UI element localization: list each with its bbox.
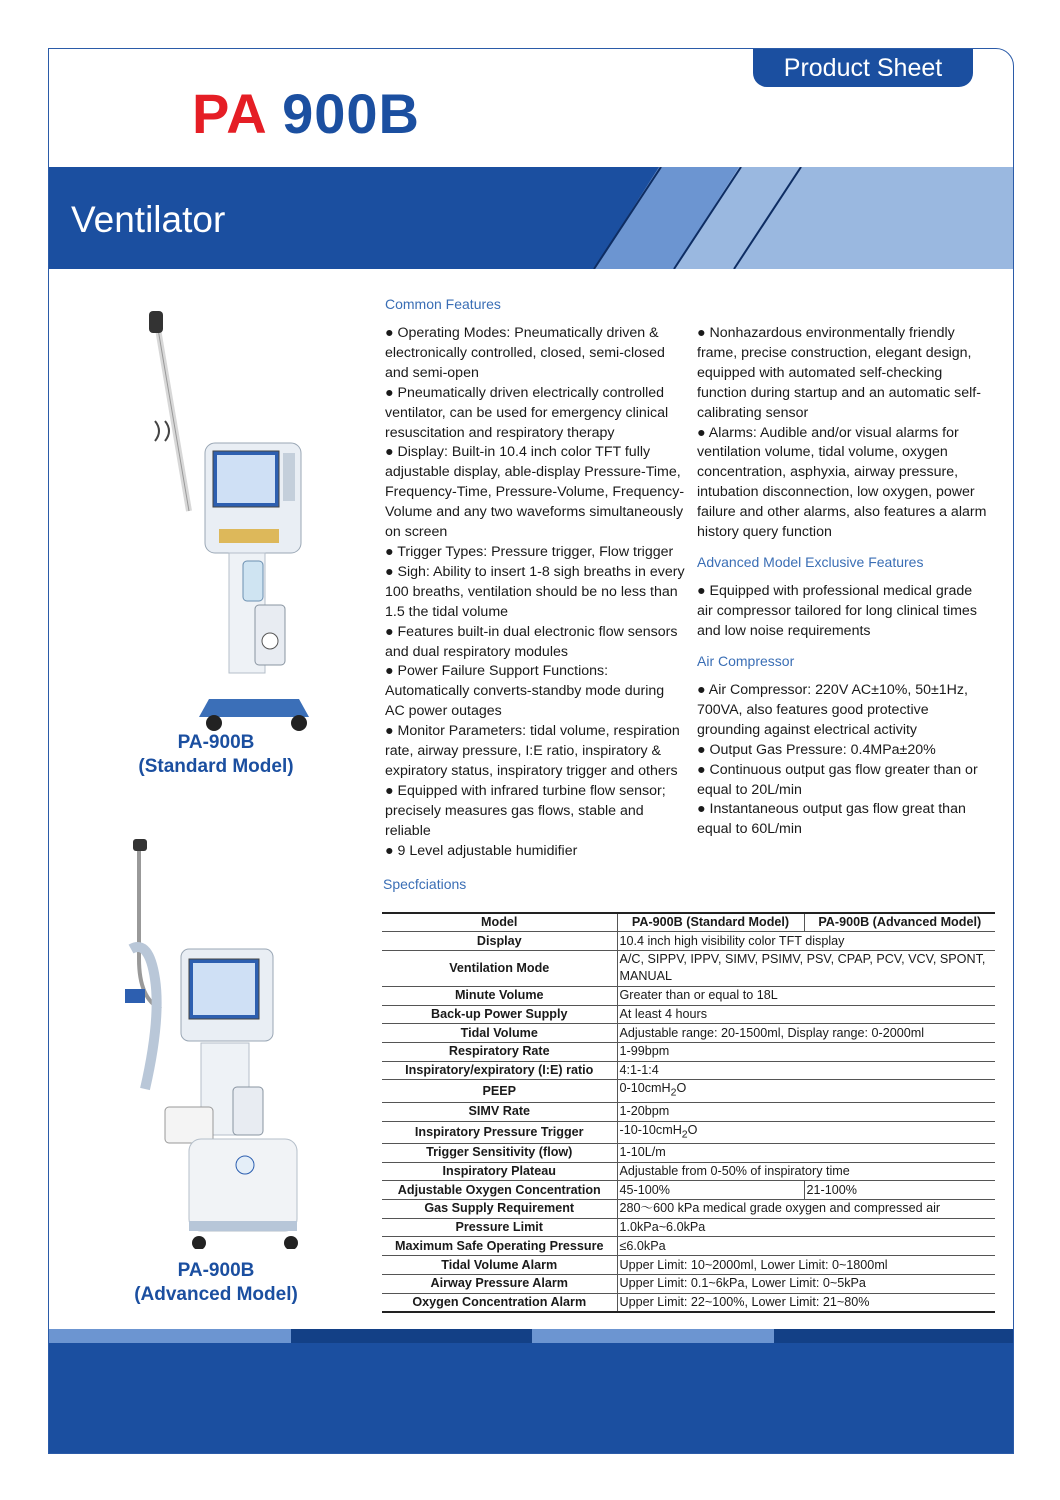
spec-value: Upper Limit: 22~100%, Lower Limit: 21~80%	[617, 1293, 995, 1312]
table-row	[382, 1237, 995, 1256]
table-row	[382, 950, 995, 986]
table-row	[382, 1061, 995, 1080]
feature-item: ● Pneumatically driven electrically controlled ventilator, can be used for emergency clinical resuscitation and respiratory therapy	[385, 384, 669, 441]
feature-item: ● Air Compressor: 220V AC±10%, 50±1Hz, 700VA, also features good protective grounding against electrical activity	[697, 682, 968, 738]
spec-value: 10.4 inch high visibility color TFT display	[617, 932, 995, 951]
spec-value: A/C, SIPPV, IPPV, SIMV, PSIMV, PSV, CPAP, PCV, VCV, SPONT, MANUAL	[617, 950, 995, 986]
spec-key: Inspiratory Plateau	[382, 1162, 617, 1181]
product-title	[192, 81, 420, 146]
spec-value-text: 0-10cmH	[619, 1081, 671, 1096]
spec-value-tail: O	[687, 1122, 698, 1137]
table-row	[382, 1042, 995, 1061]
spec-value: 280～600 kPa medical grade oxygen and compressed air	[617, 1200, 995, 1219]
table-row	[382, 1162, 995, 1181]
feature-item: ● Alarms: Audible and/or visual alarms for ventilation volume, tidal volume, oxygen concentration, asphyxia, airway pressure, intubation disconnection, low oxygen, power failure and other alarms, also features a alarm history query function	[697, 424, 987, 541]
spec-value: Greater than or equal to 18L	[617, 986, 995, 1005]
spec-key: SIMV Rate	[382, 1102, 617, 1121]
table-header-standard: PA-900B (Standard Model)	[617, 913, 804, 932]
feature-item: ● Continuous output gas flow greater than or equal to 20L/min	[697, 761, 978, 798]
spec-key: Trigger Sensitivity (flow)	[382, 1144, 617, 1163]
spec-value: 1-99bpm	[617, 1042, 995, 1061]
common-features-heading: Common Features	[385, 296, 501, 312]
advanced-model-caption	[91, 1259, 341, 1307]
spec-key: Maximum Safe Operating Pressure	[382, 1237, 617, 1256]
banner-title: Ventilator	[71, 199, 226, 240]
spec-key: Display	[382, 932, 617, 951]
feature-item: ● Nonhazardous environmentally friendly frame, precise construction, elegant design, equipped with automated self-checking function during startup and an automatic self-calibrating sensor	[697, 325, 981, 421]
spec-value: ≤6.0kPa	[617, 1237, 995, 1256]
spec-key: Tidal Volume	[382, 1024, 617, 1043]
table-row	[382, 1080, 995, 1103]
spec-value-tail: O	[676, 1081, 687, 1096]
feature-item: ● Instantaneous output gas flow great than equal to 60L/min	[697, 801, 966, 838]
spec-value	[617, 1121, 995, 1144]
spec-value-text: -10-10cmH	[619, 1122, 682, 1137]
advanced-caption-line2: (Advanced Model)	[134, 1284, 298, 1305]
feature-item: ● Power Failure Support Functions: Automatically converts-standby mode during AC power outages	[385, 663, 665, 720]
table-row	[382, 1121, 995, 1144]
spec-key: Back-up Power Supply	[382, 1005, 617, 1024]
feature-item: ● Operating Modes: Pneumatically driven & electronically controlled, closed, semi-closed and semi-open	[385, 325, 665, 381]
spec-key: Oxygen Concentration Alarm	[382, 1293, 617, 1312]
spec-value: 1.0kPa~6.0kPa	[617, 1218, 995, 1237]
spec-key: Minute Volume	[382, 986, 617, 1005]
spec-value: Upper Limit: 0.1~6kPa, Lower Limit: 0~5kPa	[617, 1274, 995, 1293]
feature-item: ● Output Gas Pressure: 0.4MPa±20%	[697, 741, 936, 758]
feature-item: ● Equipped with infrared turbine flow sensor; precisely measures gas flows, stable and reliable	[385, 782, 666, 839]
table-row	[382, 1024, 995, 1043]
table-header-key: Model	[382, 913, 617, 932]
spec-key: Adjustable Oxygen Concentration	[382, 1181, 617, 1200]
spec-value: Adjustable range: 20-1500ml, Display range: 0-2000ml	[617, 1024, 995, 1043]
specifications-table	[382, 912, 995, 1313]
advanced-caption-line1: PA-900B	[177, 1260, 255, 1281]
spec-value: Adjustable from 0-50% of inspiratory time	[617, 1162, 995, 1181]
product-sheet-tag: Product Sheet	[753, 49, 973, 87]
spec-value: 1-20bpm	[617, 1102, 995, 1121]
spec-key: Gas Supply Requirement	[382, 1200, 617, 1219]
spec-key: Inspiratory Pressure Trigger	[382, 1121, 617, 1144]
spec-key: Respiratory Rate	[382, 1042, 617, 1061]
feature-item: ● Equipped with professional medical grade air compressor tailored for long clinical times and low noise requirements	[697, 583, 977, 639]
air-compressor-heading: Air Compressor	[697, 653, 795, 669]
table-row	[382, 1005, 995, 1024]
air-compressor-list	[697, 681, 989, 840]
common-features-left-column	[385, 324, 685, 861]
spec-key: Ventilation Mode	[382, 950, 617, 986]
title-model: 900B	[282, 82, 420, 145]
spec-value: Upper Limit: 10~2000ml, Lower Limit: 0~1800ml	[617, 1256, 995, 1275]
spec-key: Pressure Limit	[382, 1218, 617, 1237]
spec-key: Airway Pressure Alarm	[382, 1274, 617, 1293]
advanced-features-list	[697, 582, 989, 642]
table-row	[382, 1256, 995, 1275]
specifications-heading: Specfciations	[383, 876, 467, 892]
table-header-row	[382, 913, 995, 932]
product-sheet	[48, 48, 1014, 1454]
advanced-ventilator-image	[121, 839, 301, 1249]
table-row	[382, 986, 995, 1005]
spec-value: 4:1-1:4	[617, 1061, 995, 1080]
spec-value-standard: 45-100%	[617, 1181, 804, 1200]
feature-item: ● Trigger Types: Pressure trigger, Flow trigger	[385, 543, 674, 560]
footer-band	[49, 1329, 1014, 1454]
standard-model-caption	[91, 731, 341, 779]
table-row	[382, 1144, 995, 1163]
table-row	[382, 932, 995, 951]
spec-value	[617, 1080, 995, 1103]
spec-key: Inspiratory/expiratory (I:E) ratio	[382, 1061, 617, 1080]
table-row	[382, 1274, 995, 1293]
common-features-right-column	[697, 324, 989, 543]
standard-caption-line1: PA-900B	[177, 732, 255, 753]
feature-item: ● Monitor Parameters: tidal volume, respiration rate, airway pressure, I:E ratio, inspiratory & expiratory status, inspiratory trigger and others	[385, 723, 680, 779]
advanced-features-heading: Advanced Model Exclusive Features	[697, 554, 924, 570]
spec-value: 1-10L/m	[617, 1144, 995, 1163]
table-row	[382, 1102, 995, 1121]
spec-key: Tidal Volume Alarm	[382, 1256, 617, 1275]
table-header-advanced: PA-900B (Advanced Model)	[804, 913, 995, 932]
spec-value-subscript: 2	[681, 1128, 688, 1141]
table-row	[382, 1181, 995, 1200]
standard-ventilator-image	[149, 311, 309, 731]
spec-key: PEEP	[382, 1080, 617, 1103]
feature-item: ● 9 Level adjustable humidifier	[385, 842, 578, 859]
table-row	[382, 1293, 995, 1312]
spec-value-subscript: 2	[670, 1086, 677, 1099]
spec-value: At least 4 hours	[617, 1005, 995, 1024]
feature-item: ● Sigh: Ability to insert 1-8 sigh breaths in every 100 breaths, ventilation should be no less than 1.5 the tidal volume	[385, 563, 685, 620]
feature-item: ● Features built-in dual electronic flow sensors and dual respiratory modules	[385, 623, 678, 660]
table-row	[382, 1200, 995, 1219]
standard-caption-line2: (Standard Model)	[138, 756, 294, 777]
title-prefix: PA	[192, 82, 266, 145]
feature-item: ● Display: Built-in 10.4 inch color TFT fully adjustable display, able-display Pressure-Time, Frequency-Time, Pressure-Volume, Frequency-Volume and any two waveforms simultaneously on screen	[385, 444, 685, 541]
spec-value-advanced: 21-100%	[804, 1181, 995, 1200]
table-row	[382, 1218, 995, 1237]
